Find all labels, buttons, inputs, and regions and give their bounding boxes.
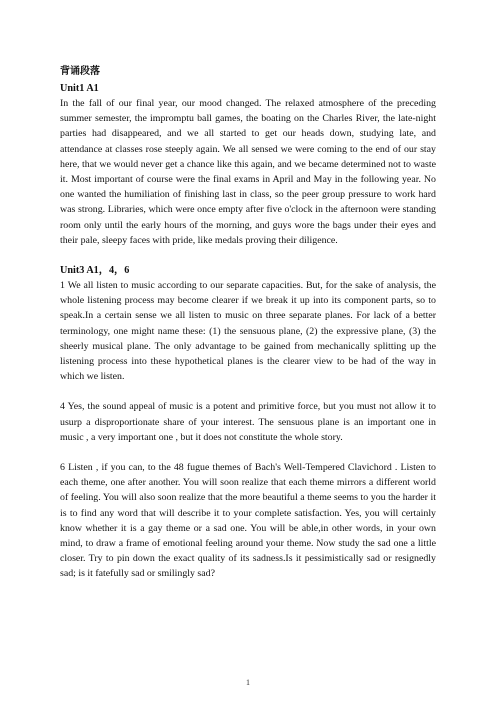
document-title: 背诵段落 <box>60 66 100 77</box>
paragraph-unit1-a1: In the fall of our final year, our mood changed. The relaxed atmosphere of the preceding summer semester, the impromptu ball games, the boating on the Charles River, the late-night parties had disappeared, and we all started to get our heads down, studying late, and attendance at classes rose steeply again. We all sensed we were coming to the end of our stay here, that we would never get a chance like this again, and we became determined not to waste it. Most important of course were the final exams in April and May in the following year. No one wanted the humiliation of finishing last in class, so the peer group pressure to work hard was strong. Libraries, which were once empty after five o'clock in the afternoon were standing room only until the early hours of the morning, and guys wore the bags under their eyes and their pale, sleepy faces with pride, like medals proving their diligence. <box>60 98 436 246</box>
section-heading-unit1: Unit1 A1 <box>60 83 99 94</box>
section-heading-unit3: Unit3 A1，4，6 <box>60 265 130 277</box>
spacer <box>60 248 436 263</box>
paragraph-unit3-1: 1 We all listen to music according to our separate capacities. But, for the sake of analysis, the whole listening process may become clearer if we break it up into its component parts, so to speak.In a certain sense we all listen to music on three separate planes. For lack of a better terminology, one might name these: (1) the sensuous plane, (2) the expressive plane, (3) the sheerly musical plane. The only advantage to be gained from mechanically splitting up the listening process into these hypothetical planes is the clearer view to be had of the way in which we listen. <box>60 280 436 383</box>
spacer <box>60 445 436 460</box>
page-number: 1 <box>246 678 250 687</box>
paragraph-unit3-6: 6 Listen , if you can, to the 48 fugue themes of Bach's Well-Tempered Clavichord . Listen to each theme, one after another. You will soon realize that each theme mirrors a different world of feeling. You will also soon realize that the more beautiful a theme seems to you the harder it is to find any word that will describe it to your complete satisfaction. Yes, you will certainly know whether it is a gay theme or a sad one. You will be able,in other words, in your own mind, to draw a frame of emotional feeling around your theme. Now study the sad one a little closer. Try to pin down the exact quality of its sadness.Is it pessimistically sad or resignedly sad; is it fatefully sad or smilingly sad? <box>60 462 436 580</box>
paragraph-unit3-4: 4 Yes, the sound appeal of music is a potent and primitive force, but you must not allow it to usurp a disproportionate share of your interest. The sensuous plane is an important one in music , a very important one , but it does not constitute the whole story. <box>60 401 436 443</box>
spacer <box>60 384 436 399</box>
page-content <box>60 64 436 582</box>
